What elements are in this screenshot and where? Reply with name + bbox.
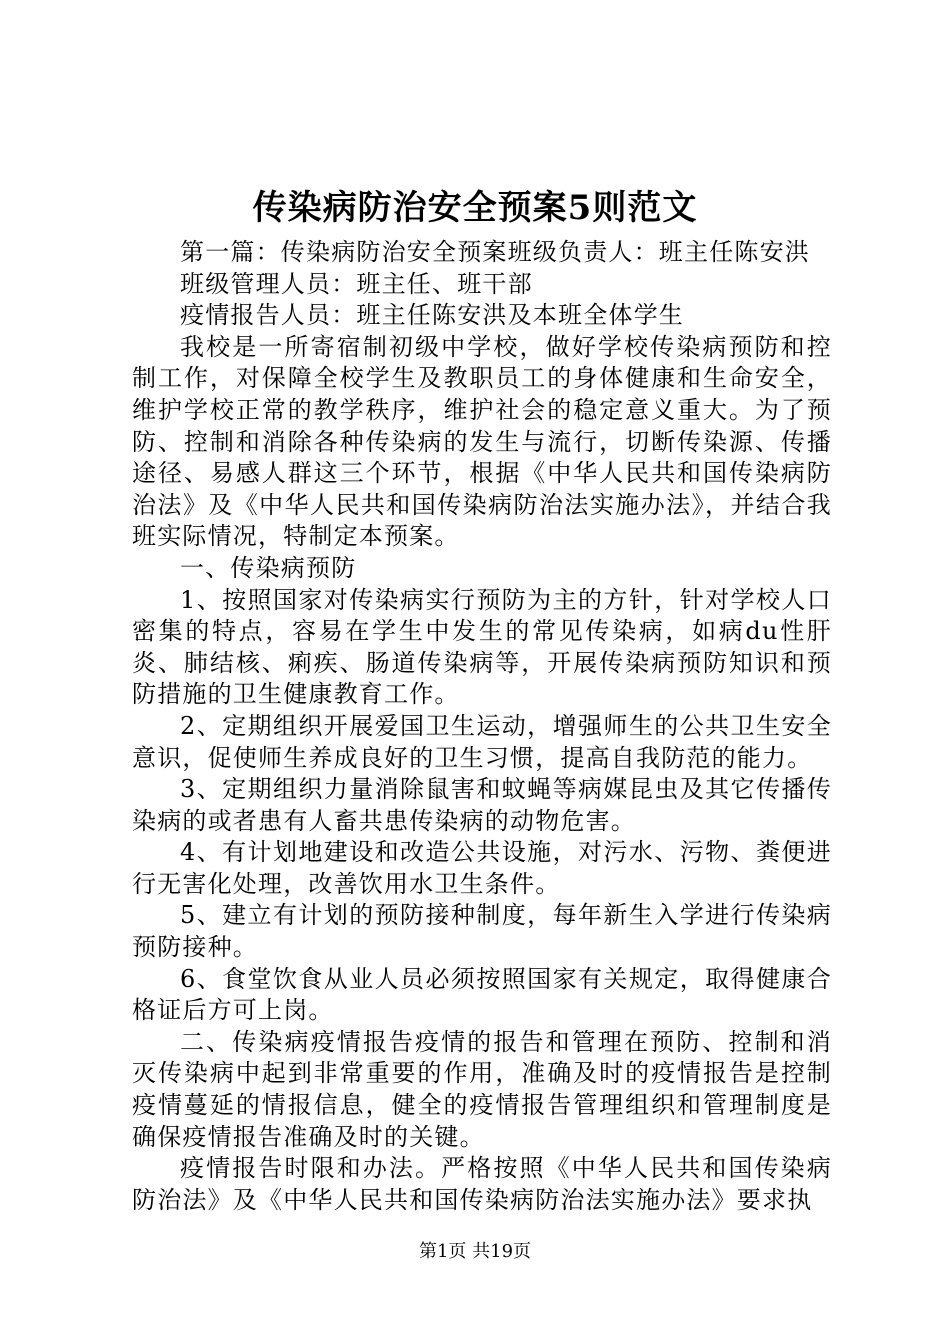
paragraph-3: 疫情报告人员：班主任陈安洪及本班全体学生 [180,301,684,330]
page-number-footer: 第1页 共19页 [418,1241,532,1262]
paragraph-item-6: 6、食堂饮食从业人员必须按照国家有关规定，取得健康合格证后方可上岗。 [132,964,832,1025]
paragraph-item-5: 5、建立有计划的预防接种制度，每年新生入学进行传染病预防接种。 [132,901,832,962]
paragraph-item-4: 4、有计划地建设和改造公共设施，对污水、污物、粪便进行无害化处理，改善饮用水卫生条件。 [132,838,832,898]
paragraph-item-2: 2、定期组织开展爱国卫生运动，增强师生的公共卫生安全意识，促使师生养成良好的卫生习惯，提高自我防范的能力。 [132,711,832,772]
document-title: 传染病防治安全预案5则范文 [252,188,698,228]
paragraph-item-3: 3、定期组织力量消除鼠害和蚊蝇等病媒昆虫及其它传播传染病的或者患有人畜共患传染病的动物危害。 [132,775,832,835]
section-heading-prevention: 一、传染病预防 [180,553,357,582]
document-body [132,237,832,1216]
paragraph-item-1: 1、按照国家对传染病实行预防为主的方针，针对学校人口密集的特点，容易在学生中发生的常见传染病，如病du性肝炎、肺结核、痢疾、肠道传染病等，开展传染病预防知识和预防措施的卫生健康教育工作。 [132,585,832,709]
paragraph-4: 我校是一所寄宿制初级中学校，做好学校传染病预防和控制工作，对保障全校学生及教职员工的身体健康和生命安全，维护学校正常的教学秩序，维护社会的稳定意义重大。为了预防、控制和消除各种传染病的发生与流行，切断传染源、传播途径、易感人群这三个环节，根据《中华人民共和国传染病防治法》及《中华人民共和国传染病防治法实施办法》，并结合我班实际情况，特制定本预案。 [132,332,832,551]
paragraph-1: 第一篇：传染病防治安全预案班级负责人：班主任陈安洪 [180,238,810,266]
section-reporting: 二、传染病疫情报告疫情的报告和管理在预防、控制和消灭传染病中起到非常重要的作用，准确及时的疫情报告是控制疫情蔓延的情报信息，健全的疫情报告管理组织和管理制度是确保疫情报告准确及时的关键。 [132,1027,832,1151]
paragraph-2: 班级管理人员：班主任、班干部 [180,269,533,298]
paragraph-reporting-deadline: 疫情报告时限和办法。严格按照《中华人民共和国传染病防治法》及《中华人民共和国传染病防治法实施办法》要求执 [132,1154,832,1214]
